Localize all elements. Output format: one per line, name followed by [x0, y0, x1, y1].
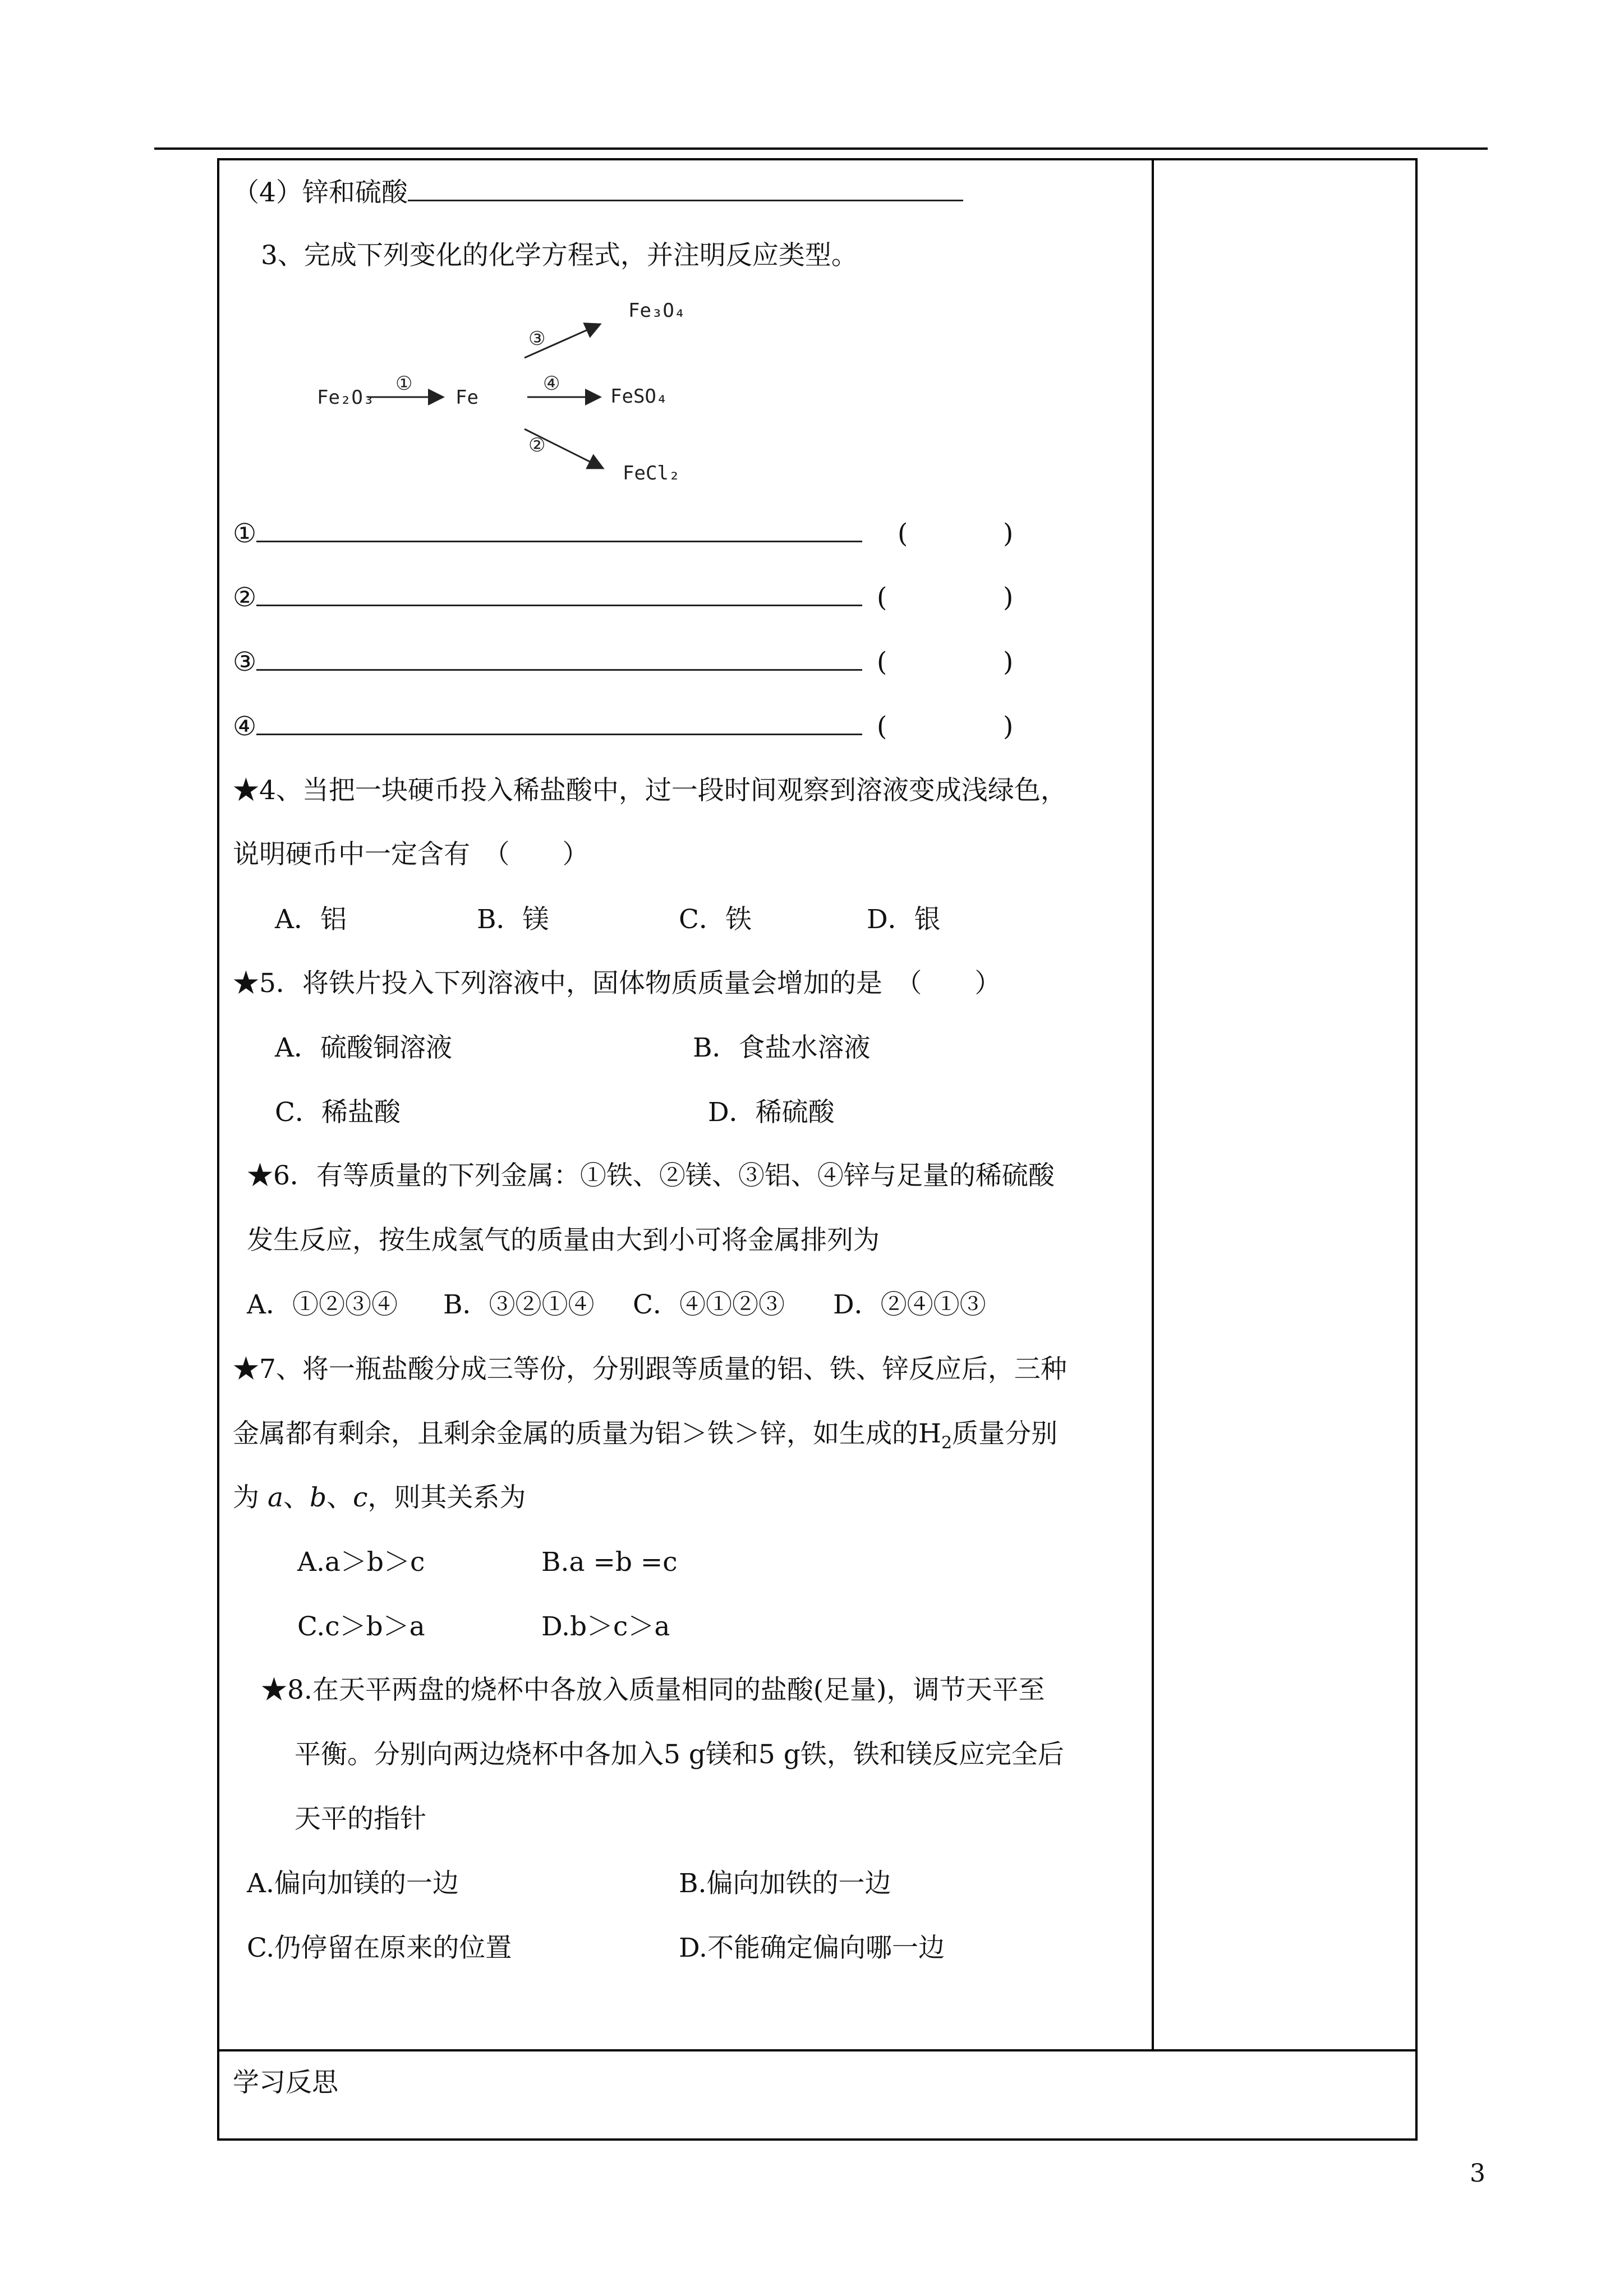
q7-line2 — [233, 1418, 1058, 1453]
q8-option-d: D.不能确定偏向哪一边 — [679, 1933, 945, 1963]
diagram-start: Fe₂O₃ — [317, 386, 375, 409]
table-row-divider — [217, 2049, 1418, 2051]
table-column-divider — [1152, 158, 1154, 2051]
arrow-2-mark: ② — [528, 434, 546, 457]
q7-option-d: D.b＞c＞a — [541, 1611, 670, 1642]
q6-option-c: C．④①②③ — [633, 1289, 785, 1320]
q8-option-c: C.仍停留在原来的位置 — [247, 1933, 512, 1963]
arrow-3-mark: ③ — [528, 328, 546, 350]
answer-blank-1[interactable] — [256, 541, 862, 542]
q4-option-d: D．银 — [867, 904, 941, 935]
answer-paren-2-close: ) — [1003, 582, 1014, 613]
answer-blank-4[interactable] — [256, 734, 862, 735]
answer-paren-4-close: ) — [1003, 711, 1014, 742]
q7-var-b: b — [309, 1482, 327, 1513]
q7-h2-subscript: 2 — [941, 1433, 953, 1453]
answer-line-2 — [233, 584, 862, 611]
q7-line3-pre: 为 — [233, 1482, 259, 1513]
q7-option-b: B.a =b =c — [541, 1547, 678, 1578]
q7-line1: ★7、将一瓶盐酸分成三等份，分别跟等质量的铝、铁、锌反应后，三种 — [233, 1354, 1067, 1385]
q4-option-c: C．铁 — [679, 904, 752, 935]
answer-paren-1-close: ) — [1003, 518, 1014, 549]
q8-line1: ★8.在天平两盘的烧杯中各放入质量相同的盐酸(足量)，调节天平至 — [261, 1675, 1045, 1705]
q7-line2-tail: 质量分别 — [952, 1418, 1058, 1449]
q6-option-a: A．①②③④ — [247, 1289, 398, 1320]
answer-line-3 — [233, 649, 862, 675]
q2-item4-blank — [408, 200, 963, 201]
reflection-label: 学习反思 — [233, 2067, 338, 2098]
q7-line3-post: ，则其关系为 — [367, 1482, 526, 1513]
answer-line-1 — [233, 520, 862, 547]
arrow-4-mark: ④ — [543, 372, 560, 395]
q5-option-a: A．硫酸铜溶液 — [275, 1032, 452, 1063]
q4-option-a: A．铝 — [275, 904, 347, 935]
q8-line2: 平衡。分别向两边烧杯中各加入5 g镁和5 g铁，铁和镁反应完全后 — [295, 1739, 1064, 1770]
answer-paren-3-close: ) — [1003, 647, 1014, 677]
product-feso4: FeSO₄ — [610, 385, 668, 408]
header-rule — [154, 147, 1488, 150]
q7-var-c: c — [353, 1482, 368, 1513]
q7-line3: 为 a、b、c，则其关系为 — [233, 1482, 526, 1513]
q2-item4-label: （4）锌和硫酸 — [233, 177, 408, 208]
q6-line2: 发生反应，按生成氢气的质量由大到小可将金属排列为 — [247, 1225, 880, 1256]
q5-option-d: D．稀硫酸 — [708, 1097, 835, 1128]
arrow-1-mark: ① — [395, 372, 413, 395]
q5-stem: ★5．将铁片投入下列溶液中，固体物质质量会增加的是 （ ） — [233, 968, 1001, 999]
answer-paren-1: ( — [898, 518, 908, 549]
q4-line2: 说明硬币中一定含有 （ ） — [233, 839, 589, 870]
q8-line3: 天平的指针 — [295, 1804, 426, 1834]
product-fe3o4: Fe₃O₄ — [628, 299, 686, 322]
answer-mark-1: ① — [233, 518, 257, 549]
q5-option-b: B．食盐水溶液 — [693, 1032, 871, 1063]
answer-paren-3: ( — [877, 647, 887, 677]
q2-item4 — [233, 179, 963, 206]
q8-option-a: A.偏向加镁的一边 — [247, 1868, 459, 1899]
q3-title: 3、完成下列变化的化学方程式，并注明反应类型。 — [261, 240, 858, 271]
answer-blank-2[interactable] — [256, 605, 862, 606]
answer-mark-4: ④ — [233, 711, 257, 742]
q8-option-b: B.偏向加铁的一边 — [679, 1868, 891, 1899]
answer-paren-2: ( — [877, 582, 887, 613]
page-number: 3 — [1470, 2159, 1485, 2188]
q6-line1: ★6．有等质量的下列金属：①铁、②镁、③铝、④锌与足量的稀硫酸 — [247, 1160, 1055, 1191]
answer-mark-2: ② — [233, 582, 257, 613]
q5-option-c: C．稀盐酸 — [275, 1097, 401, 1128]
product-fecl2: FeCl₂ — [623, 462, 680, 485]
diagram-middle: Fe — [456, 386, 479, 409]
q7-option-c: C.c＞b＞a — [297, 1611, 425, 1642]
answer-blank-3[interactable] — [256, 669, 862, 671]
q6-option-b: B．③②①④ — [443, 1289, 595, 1320]
answer-paren-4: ( — [877, 711, 887, 742]
q7-var-a: a — [267, 1482, 283, 1513]
q7-option-a: A.a＞b＞c — [297, 1547, 425, 1578]
answer-line-4 — [233, 713, 862, 740]
answer-mark-3: ③ — [233, 647, 257, 677]
q4-line1: ★4、当把一块硬币投入稀盐酸中，过一段时间观察到溶液变成浅绿色， — [233, 775, 1067, 806]
reaction-diagram — [309, 292, 712, 494]
q4-option-b: B．镁 — [477, 904, 549, 935]
q7-line2-text: 金属都有剩余，且剩余金属的质量为铝＞铁＞锌，如生成的H — [233, 1418, 941, 1449]
q6-option-d: D．②④①③ — [833, 1289, 986, 1320]
